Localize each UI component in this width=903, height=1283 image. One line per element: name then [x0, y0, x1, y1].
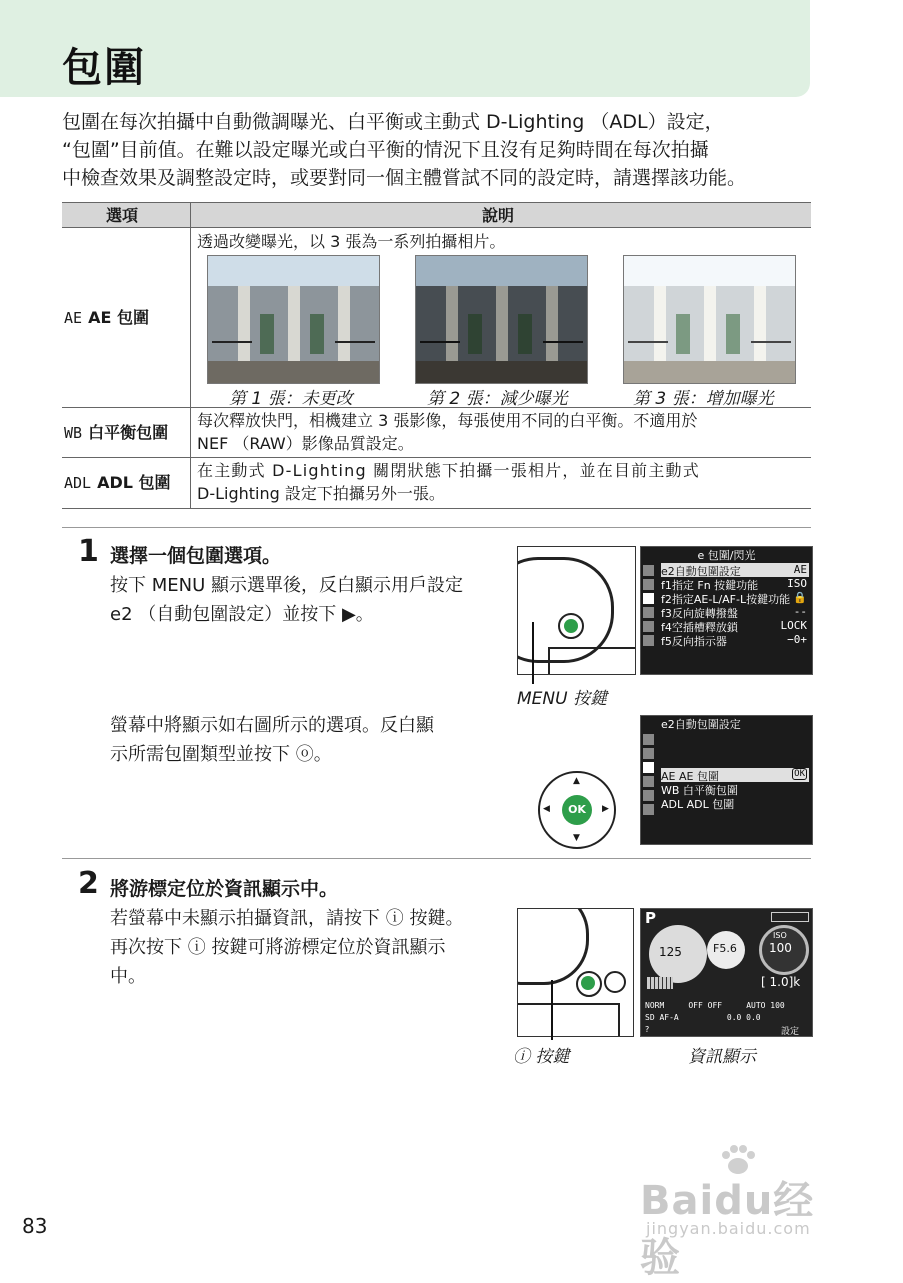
photo-railing: [420, 341, 460, 361]
menu-item-f2[interactable]: [661, 591, 809, 605]
photo-window: [260, 314, 274, 354]
table-rule: [62, 202, 811, 203]
table-rule: [62, 508, 811, 509]
wrench-icon: [643, 607, 654, 618]
baidu-watermark: [640, 1145, 855, 1281]
step-1-title: 選擇一個包圍選項。: [110, 545, 282, 567]
row-adl-label: [64, 470, 171, 493]
photo-floor: [416, 361, 587, 383]
option-ae-bracketing[interactable]: [661, 768, 809, 782]
photo-increased: [623, 255, 796, 384]
step-1-body-2: e2 （自動包圍設定）並按下 ▶。: [110, 604, 374, 625]
ae-bracket-icon: AE: [64, 309, 83, 327]
step-2-body-1: 若螢幕中未顯示拍攝資訊，請按下 ⓘ 按鍵。: [110, 908, 464, 929]
camera-icon: [643, 579, 654, 590]
photo-caption-3: 第 3 張：增加曝光: [633, 389, 774, 409]
menu-sidebar: [643, 565, 656, 649]
information-display-screen: [640, 908, 813, 1037]
intro-line-1: 包圍在每次拍攝中自動微調曝光、白平衡或主動式 D-Lighting （ADL）設定，: [62, 111, 724, 133]
section-divider: [62, 858, 811, 859]
adl-bracket-icon: ADL: [64, 474, 92, 492]
photo-floor: [624, 361, 795, 383]
menu-item-value: 🔒: [793, 591, 807, 604]
row-ae-text: 透過改變曝光，以 3 張為一系列拍攝相片。: [197, 232, 506, 251]
photo-caption-2: 第 2 張：減少曝光: [427, 389, 568, 409]
menu-item-value: --: [793, 605, 807, 618]
photo-railing: [543, 341, 583, 361]
table-header-option: 選項: [106, 206, 139, 225]
recent-icon: [643, 804, 654, 815]
photo-railing: [751, 341, 791, 361]
photo-railing: [628, 341, 668, 361]
camera-icon: [643, 748, 654, 759]
menu-header: e 包圍/閃光: [697, 549, 756, 562]
menu-item-e2[interactable]: [661, 563, 809, 577]
bracketing-options-screen: [640, 715, 813, 845]
option-wb-bracketing[interactable]: [661, 782, 809, 796]
step-1-body-3: 螢幕中將顯示如右圖所示的選項。反白顯: [110, 715, 434, 736]
frames-remaining: [ 1.0]k: [761, 975, 801, 989]
image-quality: NORM: [645, 1001, 665, 1010]
white-balance-value: AUTO: [746, 1001, 766, 1010]
menu-item-value: −0+: [787, 633, 807, 646]
up-arrow-icon: ▲: [573, 776, 580, 786]
intro-line-2: “包圍”目前值。在難以設定曝光或白平衡的情況下且沒有足夠時間在每次拍攝: [62, 139, 709, 161]
menu-item-label: f1指定 Fn 按鍵功能: [661, 579, 759, 592]
photo-reduced: [415, 255, 588, 384]
photo-window: [676, 314, 690, 354]
photo-column: [288, 286, 300, 366]
leader-line: [551, 980, 553, 1040]
table-header-description: 說明: [482, 206, 515, 225]
wrench-icon: [643, 776, 654, 787]
menu-item-value: AE: [793, 563, 807, 576]
menu-item-label: f5反向指示器: [661, 635, 727, 648]
menu-sidebar: [643, 734, 656, 818]
menu-item-value: ISO: [787, 577, 807, 590]
step-2-number: 2: [78, 866, 99, 901]
camera-back-illustration: [517, 546, 636, 675]
pencil-icon: [643, 762, 654, 773]
step-1-number: 1: [78, 534, 99, 569]
photo-window: [468, 314, 482, 354]
menu-item-f5[interactable]: [661, 633, 809, 647]
down-arrow-icon: ▼: [573, 833, 580, 843]
info-button-label: ⓘ 按鍵: [513, 1047, 570, 1067]
retouch-icon: [643, 621, 654, 632]
option-label: WB 白平衡包圍: [661, 784, 738, 797]
menu-item-label: e2自動包圍設定: [661, 565, 741, 578]
table-column-rule: [190, 202, 191, 508]
flash-comp: 0.0: [746, 1013, 761, 1022]
step-2-body-3: 中。: [110, 966, 146, 987]
option-adl-bracketing[interactable]: [661, 796, 809, 810]
step-1-body-4: 示所需包圍類型並按下 ⓞ。: [110, 744, 332, 765]
exposure-comp: 0.0: [726, 1013, 742, 1022]
watermark-brand: Baidu经验: [640, 1178, 815, 1281]
intro-line-3: 中檢查效果及調整設定時，或要對同一個主體嘗試不同的設定時，請選擇該功能。: [62, 167, 747, 189]
iso-value: 100: [769, 941, 792, 955]
shutter-speed: 125: [659, 945, 682, 959]
row-ae-label-text: AE 包圍: [88, 308, 149, 327]
table-rule: [62, 227, 811, 228]
menu-item-value: LOCK: [780, 619, 807, 632]
setting-value: OFF: [707, 1001, 723, 1010]
settings-hint: 設定: [781, 1027, 800, 1037]
leader-line: [532, 622, 534, 684]
lcd-monitor-edge: [518, 1003, 620, 1037]
menu-item-f1[interactable]: [661, 577, 809, 591]
table-rule: [62, 457, 811, 458]
recent-icon: [643, 635, 654, 646]
option-label: ADL ADL 包圍: [661, 798, 735, 811]
row-adl-text-1: 在主動式 D-Lighting 關閉狀態下拍攝一張相片，並在目前主動式: [197, 461, 700, 480]
photo-caption-1: 第 1 張：未更改: [229, 389, 353, 409]
photo-skylight: [208, 256, 379, 286]
row-adl-text-2: D-Lighting 設定下拍攝另外一張。: [197, 484, 445, 503]
page-title: 包圍: [62, 45, 146, 91]
photo-window: [726, 314, 740, 354]
step-1-body-1: 按下 MENU 顯示選單後，反白顯示用戶設定: [110, 575, 463, 596]
help-icon: ?: [645, 1025, 650, 1034]
camera-back-illustration: [517, 908, 634, 1037]
row-wb-text-1: 每次釋放快門，相機建立 3 張影像，每張使用不同的白平衡。不適用於: [197, 411, 698, 430]
right-arrow-icon: ▶: [602, 804, 609, 814]
info-display-label: 資訊顯示: [688, 1047, 756, 1067]
custom-settings-menu-screen: [640, 546, 813, 675]
menu-item-f4[interactable]: [661, 619, 809, 633]
row-wb-label-text: 白平衡包圍: [88, 423, 169, 442]
metering-bar: [647, 977, 673, 989]
watermark-url: jingyan.baidu.com: [646, 1219, 811, 1238]
settings-row-1: [645, 1001, 809, 1013]
playback-icon: [643, 565, 654, 576]
menu-button-label: MENU 按鍵: [517, 689, 607, 709]
menu-button[interactable]: [564, 619, 578, 633]
viewfinder-eyecup: [517, 908, 589, 985]
info-button[interactable]: [581, 976, 595, 990]
left-arrow-icon: ◀: [543, 804, 550, 814]
row-wb-label: [64, 420, 168, 443]
wb-bracket-icon: WB: [64, 424, 83, 442]
photo-column: [496, 286, 508, 366]
photo-skylight: [624, 256, 795, 286]
iso-setting-value: 100: [770, 1001, 785, 1010]
row-wb-text-2: NEF （RAW）影像品質設定。: [197, 434, 414, 453]
ok-icon: OK: [794, 769, 805, 779]
menu-item-label: f3反向旋轉撥盤: [661, 607, 738, 620]
settings-row-2: SD AF-A 0.0 0.0: [645, 1013, 761, 1022]
focus-mode: AF-A: [659, 1013, 679, 1022]
exposure-mode: P: [645, 909, 656, 927]
menu-item-label: f4空插槽釋放鎖: [661, 621, 738, 634]
photo-railing: [212, 341, 252, 361]
iso-label: ISO: [773, 931, 787, 940]
live-view-button[interactable]: [604, 971, 626, 993]
aperture-value: F5.6: [713, 942, 737, 955]
option-label: AE AE 包圍: [661, 770, 719, 783]
photo-floor: [208, 361, 379, 383]
setting-value: OFF: [688, 1001, 703, 1010]
multi-selector[interactable]: [538, 771, 616, 849]
step-2-title: 將游標定位於資訊顯示中。: [110, 878, 339, 900]
pencil-icon: [643, 593, 654, 604]
lcd-monitor-edge: [548, 647, 636, 675]
photo-skylight: [416, 256, 587, 286]
battery-icon: [771, 912, 809, 922]
retouch-icon: [643, 790, 654, 801]
menu-item-label: f2指定AE-L/AF-L按鍵功能: [661, 593, 791, 606]
row-ae-label: [64, 305, 149, 328]
page-number: 83: [22, 1214, 48, 1238]
photo-column: [704, 286, 716, 366]
photo-railing: [335, 341, 375, 361]
menu-item-f3[interactable]: [661, 605, 809, 619]
photo-window: [518, 314, 532, 354]
photo-unchanged: [207, 255, 380, 384]
playback-icon: [643, 734, 654, 745]
step-2-body-2: 再次按下 ⓘ 按鍵可將游標定位於資訊顯示: [110, 937, 446, 958]
row-adl-label-text: ADL 包圍: [97, 473, 171, 492]
photo-window: [310, 314, 324, 354]
bracketing-header: e2自動包圍設定: [661, 718, 741, 731]
ok-button[interactable]: OK: [562, 795, 592, 825]
section-divider: [62, 527, 811, 528]
